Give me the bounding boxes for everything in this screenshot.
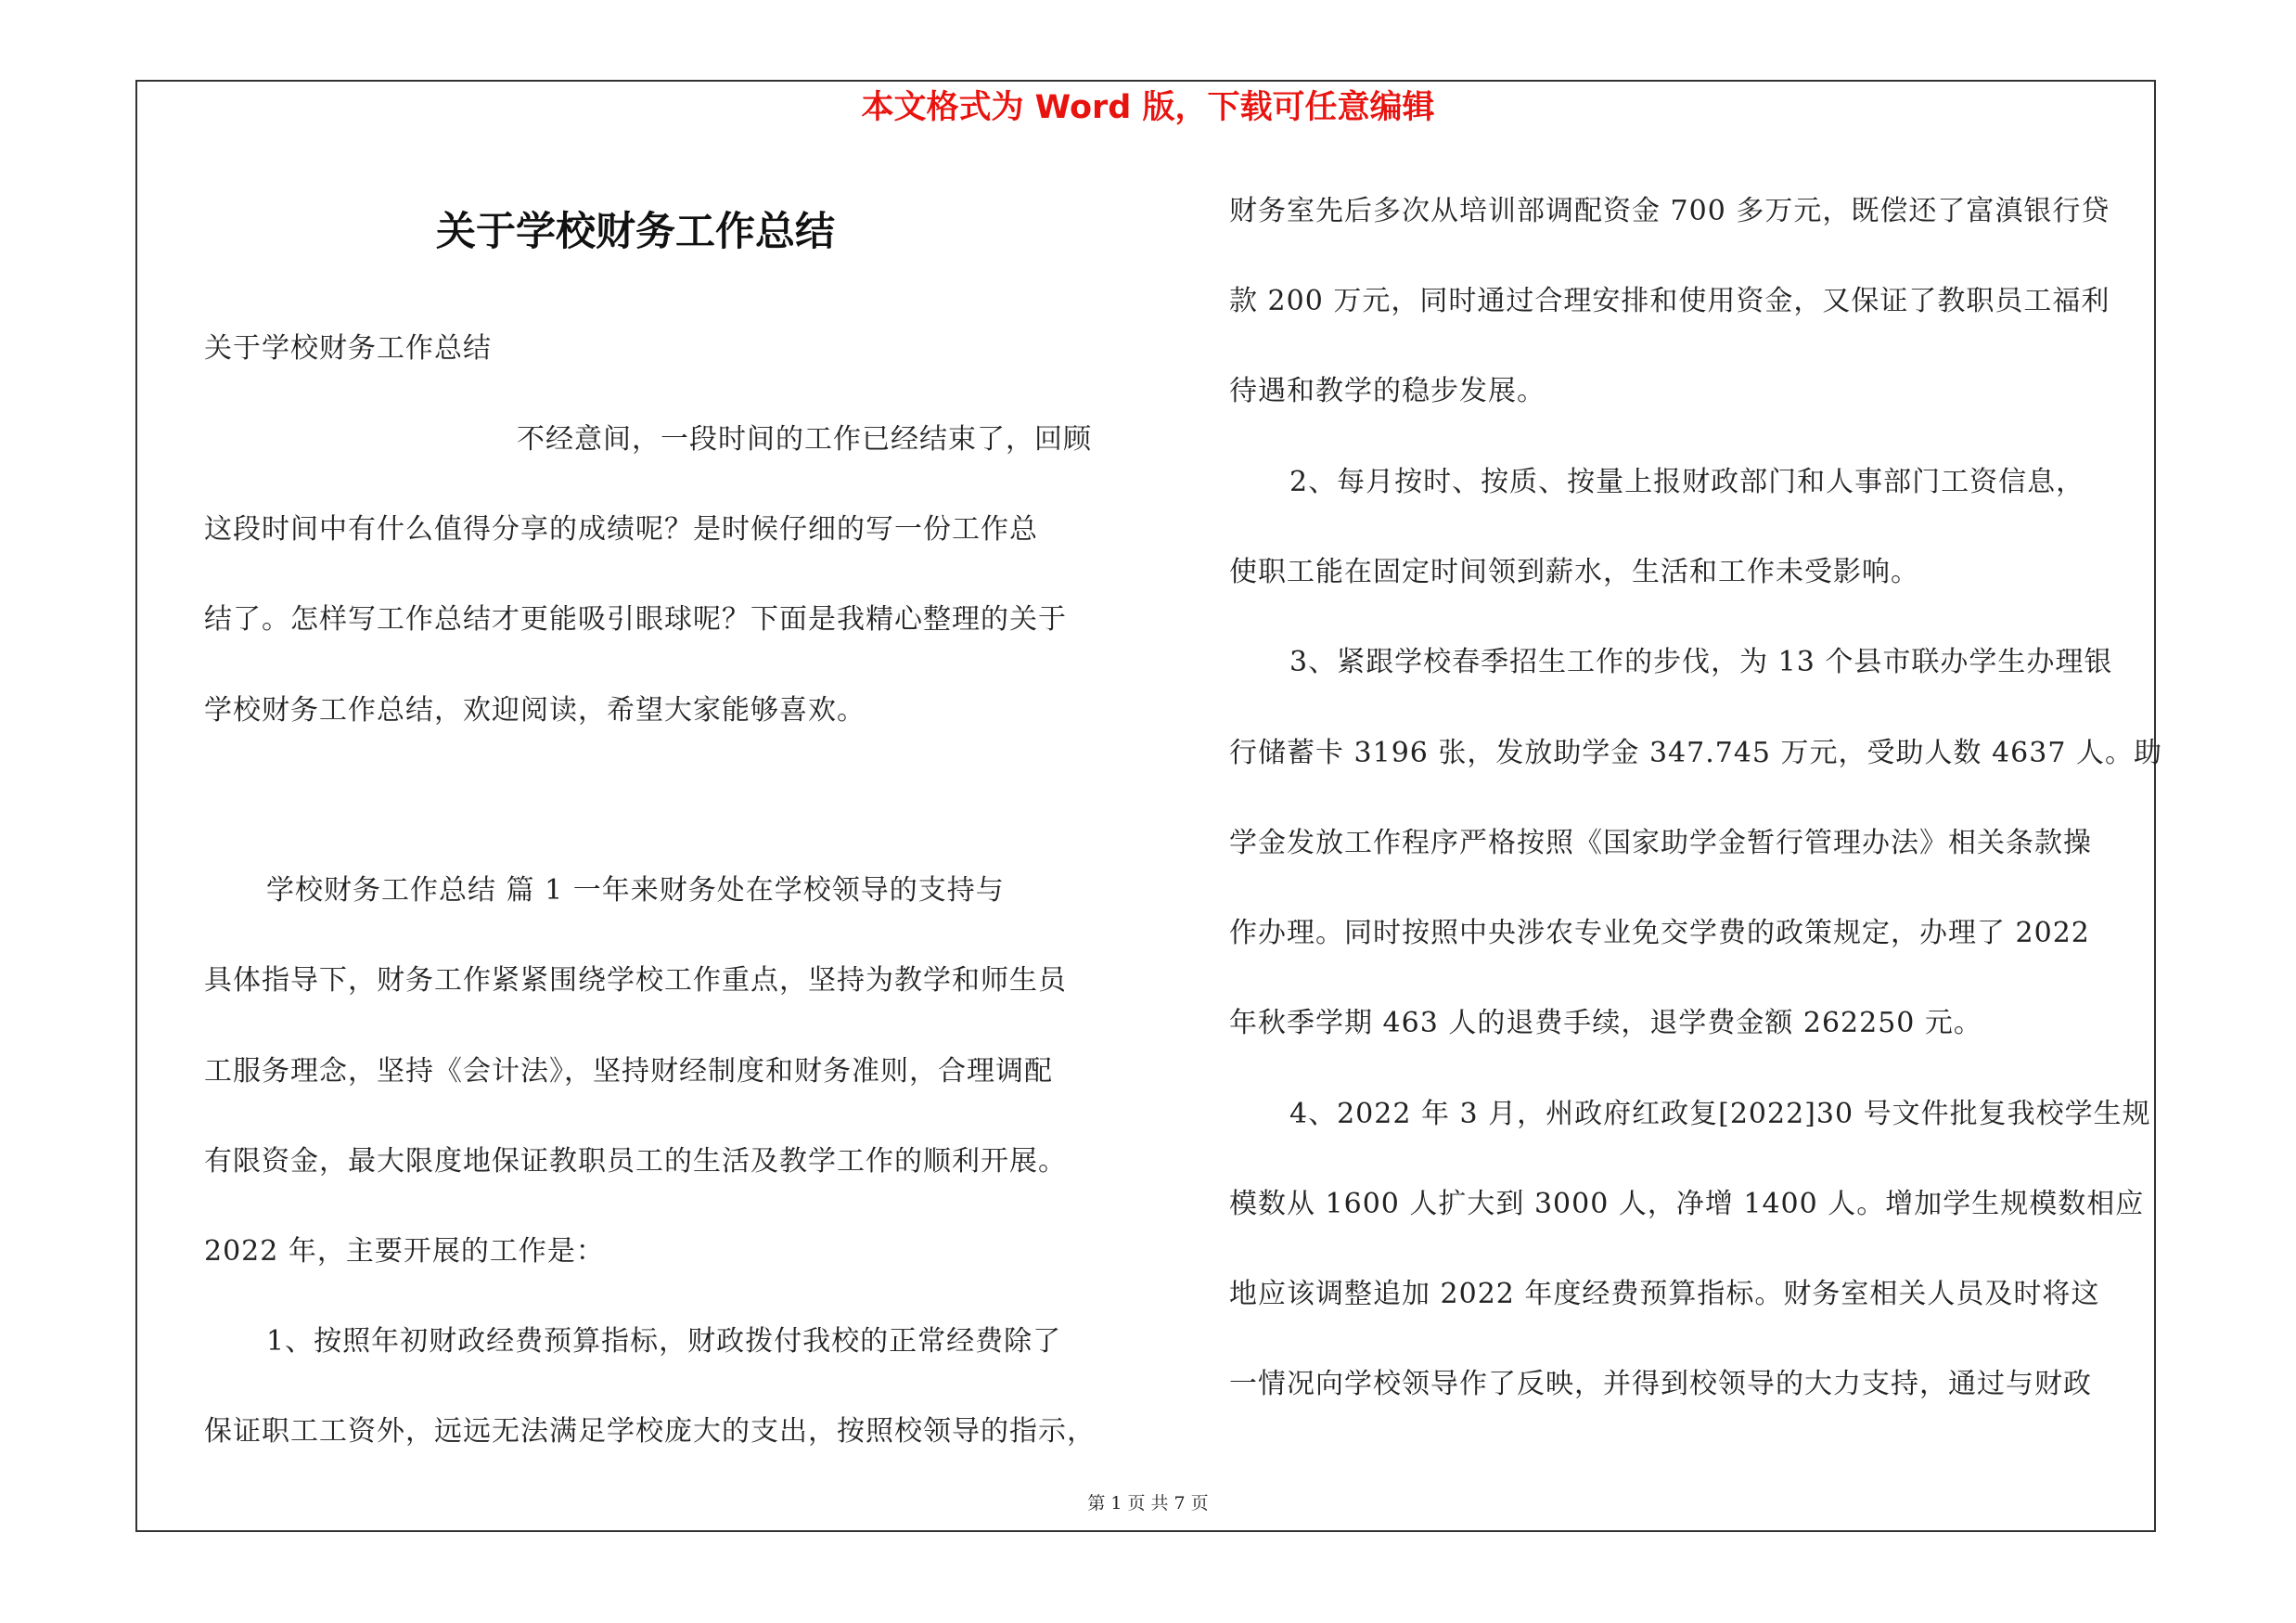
- left-line-body-2: 工服务理念，坚持《会计法》，坚持财经制度和财务准则，合理调配: [204, 1055, 1053, 1088]
- right-line-item-3-cont-4: 年秋季学期 463 人的退费手续，退学费金额 262250 元。: [1229, 1007, 1982, 1039]
- right-line-item-4: 4、2022 年 3 月，州政府红政复[2022]30 号文件批复我校学生规: [1289, 1098, 2151, 1130]
- left-line-item-1: 1、按照年初财政经费预算指标，财政拨付我校的正常经费除了: [266, 1325, 1062, 1358]
- format-banner: 本文格式为 Word 版，下载可任意编辑: [861, 89, 1435, 126]
- left-line-intro-4: 学校财务工作总结，欢迎阅读，希望大家能够喜欢。: [204, 694, 866, 727]
- right-line-item-4-cont-2: 地应该调整追加 2022 年度经费预算指标。财务室相关人员及时将这: [1229, 1278, 2100, 1310]
- left-line-intro-3: 结了。怎样写工作总结才更能吸引眼球呢？下面是我精心整理的关于: [204, 603, 1067, 636]
- right-line-item-2: 2、每月按时、按质、按量上报财政部门和人事部门工资信息，: [1289, 466, 2085, 498]
- right-line-3: 待遇和教学的稳步发展。: [1229, 375, 1546, 407]
- left-line-subtitle: 关于学校财务工作总结: [204, 332, 492, 365]
- right-line-item-3-cont-1: 行储蓄卡 3196 张，发放助学金 347.745 万元，受助人数 4637 人。助: [1229, 737, 2162, 769]
- right-line-item-3-cont-2: 学金发放工作程序严格按照《国家助学金暂行管理办法》相关条款操: [1229, 827, 2092, 859]
- right-line-2: 款 200 万元，同时通过合理安排和使用资金，又保证了教职员工福利: [1229, 285, 2110, 317]
- left-line-item-1-cont: 保证职工工资外，远远无法满足学校庞大的支出，按照校领导的指示，: [204, 1415, 1096, 1448]
- left-line-intro-1: 不经意间，一段时间的工作已经结束了，回顾: [517, 423, 1092, 456]
- right-line-1: 财务室先后多次从培训部调配资金 700 多万元，既偿还了富滇银行贷: [1229, 195, 2110, 227]
- right-line-item-4-cont-3: 一情况向学校领导作了反映，并得到校领导的大力支持，通过与财政: [1229, 1368, 2092, 1400]
- right-line-item-4-cont-1: 模数从 1600 人扩大到 3000 人，净增 1400 人。增加学生规模数相应: [1229, 1188, 2145, 1220]
- left-line-body-1: 具体指导下，财务工作紧紧围绕学校工作重点，坚持为教学和师生员: [204, 964, 1067, 997]
- right-line-item-3-cont-3: 作办理。同时按照中央涉农专业免交学费的政策规定，办理了 2022: [1229, 917, 2090, 949]
- document-title: 关于学校财务工作总结: [436, 209, 835, 255]
- left-line-body-3: 有限资金，最大限度地保证教职员工的生活及教学工作的顺利开展。: [204, 1145, 1067, 1178]
- left-line-body-4: 2022 年，主要开展的工作是：: [204, 1235, 605, 1268]
- left-line-intro-2: 这段时间中有什么值得分享的成绩呢？是时候仔细的写一份工作总: [204, 513, 1038, 546]
- page-number: 第 1 页 共 7 页: [1087, 1493, 1209, 1514]
- left-line-section-1: 学校财务工作总结 篇 1 一年来财务处在学校领导的支持与: [266, 874, 1005, 907]
- right-line-item-2-cont: 使职工能在固定时间领到薪水，生活和工作未受影响。: [1229, 556, 1919, 588]
- right-line-item-3: 3、紧跟学校春季招生工作的步伐，为 13 个县市联办学生办理银: [1289, 646, 2113, 678]
